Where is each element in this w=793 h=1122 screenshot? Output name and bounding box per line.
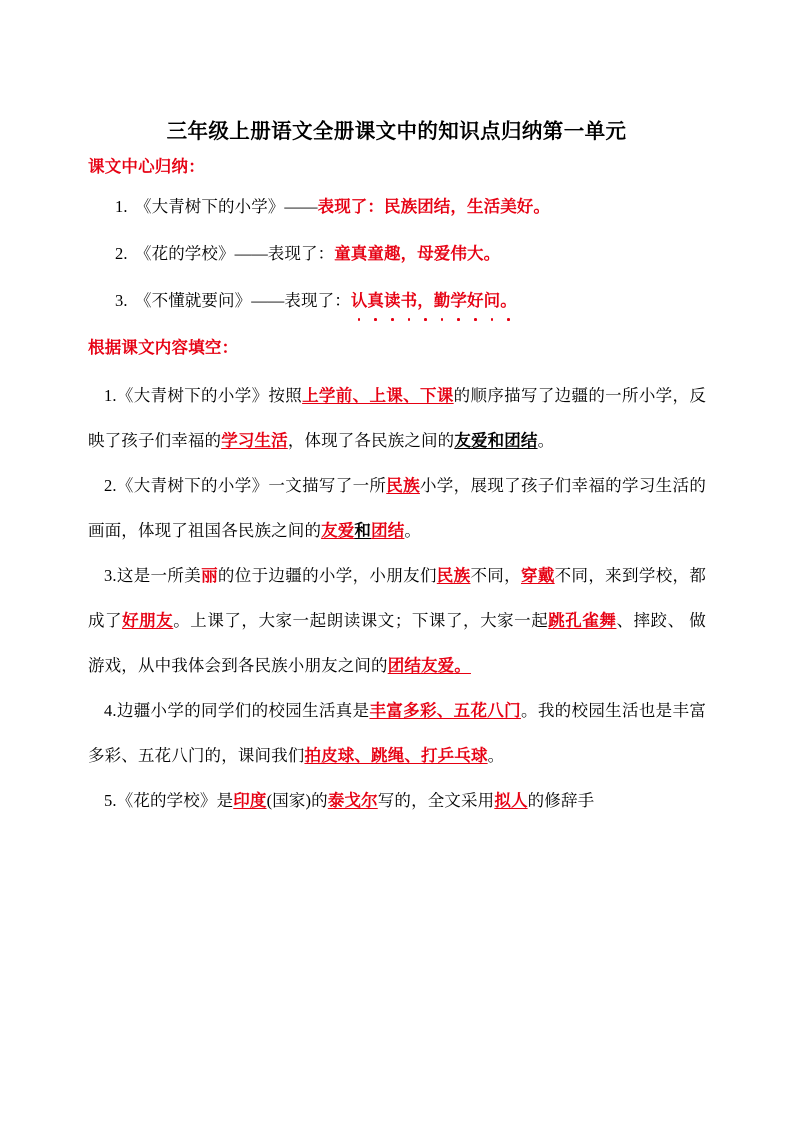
text-run-red-underline: 民族	[386, 476, 420, 495]
paragraph-number: 4.	[104, 701, 117, 720]
text-run-black: ，体现了各民族之间的	[287, 431, 455, 450]
text-run-red-underline: 好朋友	[122, 611, 174, 630]
text-run-black: 《花的学校》是	[116, 791, 234, 810]
list-item-black-text: 《不懂就要问》——表现了：	[135, 291, 351, 310]
paragraph-runs	[88, 386, 706, 450]
text-run-red-underline: 学习生活	[221, 431, 288, 450]
text-run-red: 丽	[201, 566, 218, 585]
text-run-black: 、摔跤、 做游戏，从中我体会到各民族小朋友之间的	[88, 611, 706, 675]
paragraph-number: 1.	[104, 386, 117, 405]
paragraph	[88, 688, 706, 778]
list-item-red-text: 表现了：民族团结，生活美好。	[317, 197, 551, 216]
emphasis-dot	[457, 318, 460, 321]
list-item	[88, 194, 706, 220]
text-run-black: 。上课了，大家一起朗读课文；下课了，大家一起	[173, 611, 549, 630]
emphasis-dot	[391, 318, 394, 321]
paragraph-runs	[88, 476, 706, 540]
list-item-number: 1.	[115, 197, 128, 216]
paragraph-runs	[88, 566, 706, 675]
text-run-black: 的顺序描写了边疆的一所小学，反映了孩子们幸福的	[88, 386, 707, 450]
text-run-red-underline: 泰戈尔	[327, 791, 378, 810]
text-run-red-underline: 团结	[371, 521, 405, 540]
document-body	[88, 154, 706, 823]
paragraph	[88, 373, 706, 463]
text-run-black: 的修辞手	[527, 791, 595, 810]
paragraph-runs	[88, 701, 706, 765]
section-heading-fill-blank: 根据课文内容填空：	[88, 338, 239, 357]
emphasis-dot	[491, 318, 494, 321]
list-item	[88, 241, 706, 267]
text-run-red-underline: 民族	[436, 566, 471, 585]
paragraph	[88, 553, 706, 688]
emphasized-text: 认真读书，勤学好问。	[350, 291, 517, 310]
list-item	[88, 288, 706, 314]
text-run-black: 这是一所美	[116, 566, 202, 585]
text-run-black: 。我的校园生活也是丰富多彩、五花八门的，课间我们	[88, 701, 707, 765]
emphasis-dot	[474, 318, 477, 321]
page-title: 三年级上册语文全册课文中的知识点归纳第一单元	[166, 119, 627, 143]
text-run-black: 《大青树下的小学》按照	[116, 386, 303, 405]
text-run-red-underline: 上学前、上课、下课	[302, 386, 454, 405]
text-run-black: 《大青树下的小学》一文描写了一所	[116, 476, 387, 495]
emphasis-dot	[507, 318, 510, 321]
text-run-black: 边疆小学的同学们的校园生活真是	[116, 701, 370, 720]
text-run-red-underline: 团结友爱。	[387, 656, 471, 675]
text-run-red-underline: 跳孔雀舞	[548, 611, 617, 630]
paragraph-number: 3.	[104, 566, 117, 585]
text-run-black-underline: 和	[354, 521, 372, 540]
list-item-black-text: 《大青树下的小学》——	[135, 197, 318, 216]
list-item-number: 2.	[115, 244, 128, 263]
emphasis-dot	[408, 318, 411, 321]
list-item-red-text-emphasized	[351, 288, 517, 314]
text-run-black: (国家)的	[266, 791, 328, 810]
paragraph-number: 5.	[104, 791, 117, 810]
text-run-red-underline: 印度	[233, 791, 267, 810]
text-run-red-underline: 友爱	[321, 521, 355, 540]
emphasis-dots-row	[351, 318, 517, 321]
text-run-black: 不同，来到学校，都成了	[88, 566, 707, 630]
text-run-black: 。	[487, 746, 505, 765]
text-run-black: 小学，展现了孩子们幸福的学习生活的画面，体现了祖国各民族之间的	[88, 476, 706, 540]
list-item-red-text: 童真童趣，母爱伟大。	[334, 244, 501, 263]
text-run-black: 不同，	[470, 566, 521, 585]
paragraph-runs	[117, 791, 595, 810]
emphasis-dot	[358, 318, 361, 321]
list-item-number: 3.	[115, 291, 128, 310]
text-run-red-underline: 穿戴	[520, 566, 555, 585]
text-run-black: 。	[404, 521, 422, 540]
paragraph-number: 2.	[104, 476, 117, 495]
text-run-black: 的位于边疆的小学，小朋友们	[217, 566, 437, 585]
text-run-black: 写的，全文采用	[377, 791, 495, 810]
emphasis-dot	[374, 318, 377, 321]
paragraph	[88, 778, 706, 823]
section-heading-center-summary: 课文中心归纳：	[88, 157, 205, 176]
text-run-red-underline: 拍皮球、跳绳、打乒乓球	[304, 746, 488, 765]
emphasis-dot	[424, 318, 427, 321]
list-item-black-text: 《花的学校》——表现了：	[135, 244, 335, 263]
text-run-red-underline: 丰富多彩、五花八门	[369, 701, 521, 720]
text-run-red-underline: 拟人	[494, 791, 528, 810]
emphasis-dot	[441, 318, 444, 321]
text-run-black: 。	[537, 431, 555, 450]
paragraph	[88, 463, 706, 553]
text-run-black-underline: 友爱和团结	[454, 431, 538, 450]
